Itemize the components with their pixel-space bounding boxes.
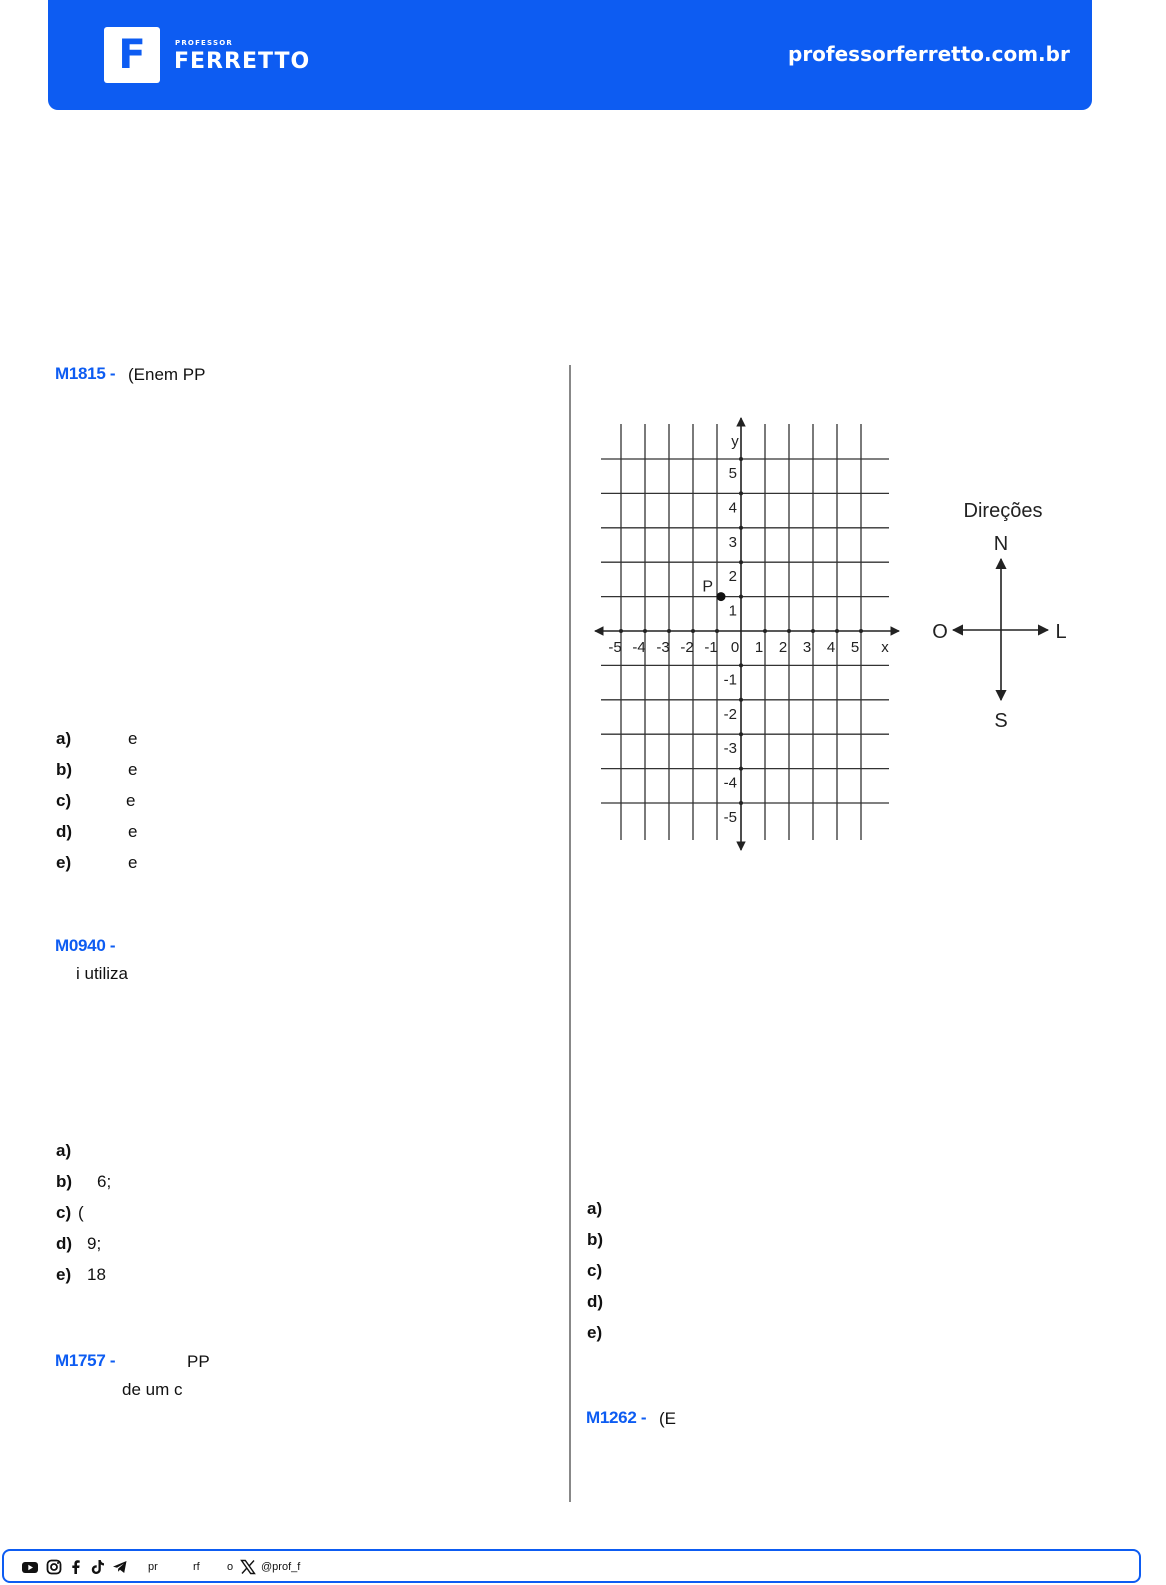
y-tick-label: 5 [728, 465, 737, 482]
footer-text-1: pr [148, 1561, 158, 1573]
logo-subtitle: PROFESSOR [175, 39, 233, 47]
x-tick-label: 0 [730, 639, 740, 656]
option-letter-e: e) [56, 853, 72, 872]
x-tick-label: 5 [850, 639, 860, 656]
facebook-icon[interactable] [68, 1559, 84, 1575]
option-letter-c: c) [56, 791, 72, 810]
x-tick-label: 2 [778, 639, 788, 656]
x-axis-label: x [881, 639, 889, 656]
option-value-e: 18 [87, 1265, 106, 1284]
x-icon[interactable] [240, 1559, 256, 1575]
question-source-m1262: (E [659, 1409, 676, 1428]
question-source-m1757: PP [187, 1352, 210, 1371]
x-axis-tick-dot [835, 629, 839, 633]
y-tick-label: -2 [723, 705, 737, 723]
instagram-icon[interactable] [46, 1559, 62, 1575]
option-letter-c: c) [587, 1261, 603, 1280]
option-value-e: e [128, 853, 138, 872]
tiktok-icon[interactable] [90, 1559, 106, 1575]
x-tick-label: 4 [826, 639, 836, 656]
x-axis-tick-dot [667, 629, 671, 633]
compass-west: O [932, 621, 948, 643]
column-divider [569, 365, 571, 1502]
x-axis-tick-dot [811, 629, 815, 633]
point-p-marker [717, 592, 726, 601]
y-tick-label: -5 [723, 809, 737, 826]
cartesian-grid-figure [593, 418, 918, 866]
x-axis-tick-dot [619, 629, 623, 633]
compass-east: L [1055, 621, 1067, 643]
y-axis-tick-dot [739, 560, 743, 564]
y-tick-label: 2 [728, 568, 737, 586]
option-letter-b: b) [587, 1230, 604, 1249]
option-value-b: e [128, 760, 138, 779]
y-tick-label: 4 [728, 499, 737, 517]
x-tick-label: 3 [802, 639, 812, 656]
question-code-m1757: M1757 - [55, 1351, 116, 1370]
x-axis-tick-dot [763, 629, 767, 633]
footer-handle[interactable]: @prof_f [261, 1561, 301, 1573]
compass-north: N [993, 533, 1009, 555]
point-p-label: P [702, 578, 713, 596]
option-letter-d: d) [56, 1234, 73, 1253]
y-axis-tick-dot [739, 491, 743, 495]
page-footer [2, 1549, 1141, 1583]
logo-name: FERRETTO [174, 49, 311, 74]
x-axis-tick-dot [643, 629, 647, 633]
x-tick-label: 1 [754, 639, 764, 656]
x-axis-tick-dot [859, 629, 863, 633]
x-tick-label: -4 [632, 639, 646, 656]
y-axis-tick-dot [739, 698, 743, 702]
x-axis-tick-dot [715, 629, 719, 633]
site-url[interactable]: professorferretto.com.br [788, 42, 1070, 66]
x-axis-tick-dot [691, 629, 695, 633]
option-value-b: 6; [97, 1172, 112, 1191]
question-source-m1815: (Enem PP [128, 365, 206, 384]
question-text-m0940: i utiliza [76, 964, 128, 983]
question-text-m1757: de um c [122, 1380, 183, 1399]
logo-letter: F [118, 32, 146, 78]
option-value-c: ( [78, 1203, 84, 1222]
y-axis-tick-dot [739, 457, 743, 461]
y-axis-tick-dot [739, 801, 743, 805]
y-axis-label: y [731, 433, 739, 450]
option-letter-a: a) [587, 1199, 603, 1218]
logo-icon [104, 27, 160, 83]
y-tick-label: -1 [723, 671, 737, 689]
y-axis-tick-dot [739, 767, 743, 771]
telegram-icon[interactable] [112, 1559, 128, 1575]
footer-text-3: o [227, 1561, 234, 1573]
page-header [48, 0, 1092, 110]
x-tick-label: -2 [680, 639, 694, 656]
y-axis-tick-dot [739, 526, 743, 530]
footer-text-2: rf [193, 1561, 200, 1573]
option-letter-e: e) [56, 1265, 72, 1284]
option-letter-d: d) [56, 822, 73, 841]
option-letter-b: b) [56, 760, 73, 779]
x-axis-tick-dot [787, 629, 791, 633]
y-tick-label: 1 [728, 602, 737, 620]
x-tick-label: -5 [608, 639, 622, 656]
option-value-a: e [128, 729, 138, 748]
option-letter-e: e) [587, 1323, 603, 1342]
option-value-c: e [126, 791, 136, 810]
compass-title: Direções [963, 500, 1043, 522]
option-letter-b: b) [56, 1172, 73, 1191]
compass-south: S [994, 710, 1008, 732]
question-code-m1262: M1262 - [586, 1408, 647, 1427]
y-axis-tick-dot [739, 732, 743, 736]
question-code-m0940: M0940 - [55, 936, 116, 955]
option-letter-a: a) [56, 729, 72, 748]
y-tick-label: -4 [723, 774, 737, 792]
option-letter-a: a) [56, 1141, 72, 1160]
y-axis-tick-dot [739, 595, 743, 599]
x-tick-label: -3 [656, 639, 670, 656]
question-code-m1815: M1815 - [55, 364, 116, 383]
y-tick-label: -3 [723, 740, 737, 758]
option-value-d: 9; [87, 1234, 102, 1253]
y-tick-label: 3 [728, 533, 737, 551]
youtube-icon[interactable] [22, 1559, 38, 1575]
option-letter-d: d) [587, 1292, 604, 1311]
option-letter-c: c) [56, 1203, 72, 1222]
y-axis-tick-dot [739, 663, 743, 667]
option-value-d: e [128, 822, 138, 841]
compass-directions-figure [932, 497, 1085, 742]
x-tick-label: -1 [704, 639, 718, 656]
